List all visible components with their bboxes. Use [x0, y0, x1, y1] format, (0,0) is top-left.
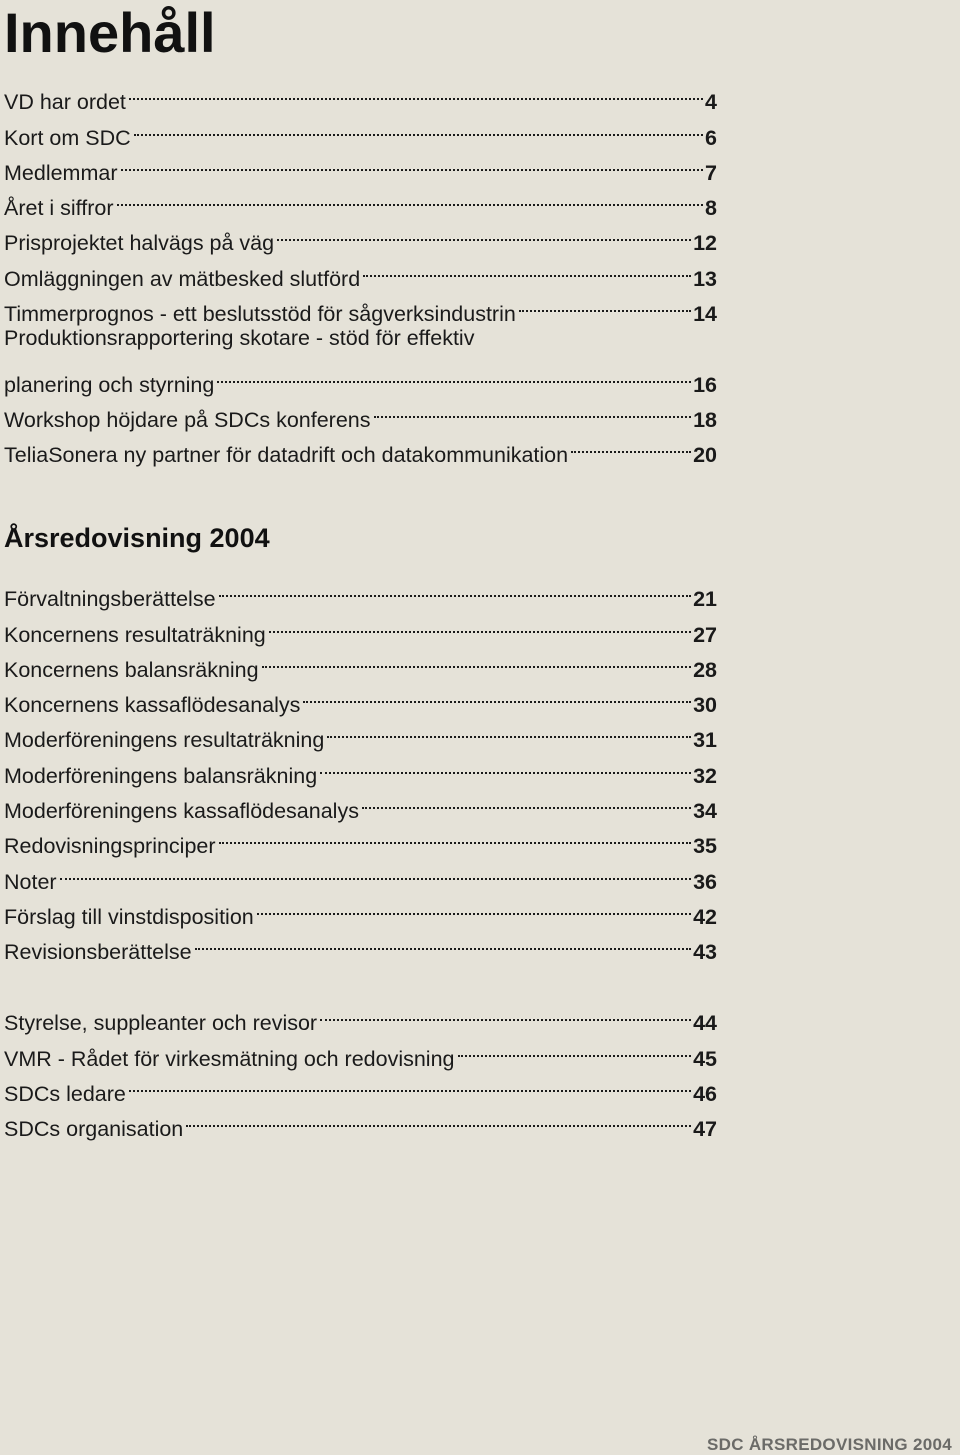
toc-entry-page: 8 — [705, 196, 717, 221]
toc-entry-label: Moderföreningens resultaträkning — [4, 728, 325, 753]
toc-entry-page: 12 — [693, 231, 717, 256]
toc-leader-dots — [327, 712, 691, 747]
toc-leader-dots — [519, 286, 691, 321]
toc-entry-label: Förslag till vinstdisposition — [4, 904, 254, 929]
toc-leader-dots — [195, 924, 691, 959]
toc-entry-page: 20 — [693, 443, 717, 468]
toc-entry-page: 32 — [693, 763, 717, 788]
toc-entry-label: Koncernens balansräkning — [4, 657, 259, 682]
toc-leader-dots — [277, 215, 691, 250]
toc-entry[interactable] — [4, 889, 717, 929]
toc-leader-dots — [374, 392, 692, 427]
toc-leader-dots — [320, 747, 691, 782]
section-heading-annual-report: Årsredovisning 2004 — [4, 523, 270, 553]
toc-entry-page: 43 — [693, 940, 717, 965]
toc-entry-label: VMR - Rådet för virkesmätning och redovisning — [4, 1046, 455, 1071]
toc-entry-label: Styrelse, suppleanter och revisor — [4, 1011, 318, 1036]
toc-entry-page: 14 — [693, 302, 717, 327]
toc-entry-page: 46 — [693, 1081, 717, 1106]
toc-entry-page: 27 — [693, 622, 717, 647]
toc-entry[interactable] — [4, 853, 717, 894]
toc-entry-page: 30 — [693, 693, 717, 718]
toc-entry-label: Omläggningen av mätbesked slutförd — [4, 266, 361, 291]
toc-entry-label: Koncernens kassaflödesanalys — [4, 693, 301, 718]
toc-entry-page: 16 — [693, 372, 717, 397]
toc-leader-dots — [117, 180, 704, 215]
toc-leader-dots — [217, 356, 691, 391]
toc-leader-dots — [219, 818, 692, 853]
toc-entry-label: Moderföreningens balansräkning — [4, 763, 318, 788]
toc-leader-dots — [121, 145, 704, 180]
footer-publication-title: SDC ÅRSREDOVISNING 2004 — [707, 1435, 952, 1454]
toc-entry[interactable] — [4, 356, 717, 397]
toc-leader-dots — [60, 853, 692, 888]
toc-entry-label: Noter — [4, 869, 57, 894]
toc-entry-page: 6 — [705, 125, 717, 150]
toc-leader-dots — [262, 642, 691, 677]
toc-entry[interactable] — [4, 995, 717, 1036]
toc-entry-label: Koncernens resultaträkning — [4, 622, 266, 647]
toc-entry-page: 28 — [693, 657, 717, 682]
toc-entry-label: Redovisningsprinciper — [4, 834, 216, 859]
toc-leader-dots — [269, 606, 691, 641]
toc-leader-dots — [320, 995, 691, 1030]
toc-leader-dots — [362, 783, 691, 818]
toc-leader-dots — [303, 677, 691, 712]
toc-leader-dots — [257, 889, 691, 924]
toc-entry-page: 42 — [693, 904, 717, 929]
toc-entry-label: Medlemmar — [4, 160, 118, 185]
toc-entry-page: 45 — [693, 1046, 717, 1071]
toc-entry-label: Året i siffror — [4, 196, 114, 221]
toc-extra-list — [4, 995, 717, 1142]
toc-entry-label: SDCs organisation — [4, 1117, 184, 1142]
toc-entry-label: planering och styrning — [4, 372, 215, 397]
toc-entry-label-line1: Produktionsrapportering skotare - stöd för effektiv — [4, 326, 475, 351]
toc-entry-label: Timmerprognos - ett beslutsstöd för sågverksindustrin — [4, 302, 516, 327]
toc-entry-page: 36 — [693, 869, 717, 894]
toc-leader-dots — [571, 427, 691, 462]
toc-entry-page: 35 — [693, 834, 717, 859]
toc-entry-continued[interactable] — [4, 321, 717, 356]
toc-entry-label: VD har ordet — [4, 90, 126, 115]
toc-entry-page: 18 — [693, 407, 717, 432]
toc-entry-page: 13 — [693, 266, 717, 291]
toc-entry[interactable] — [4, 74, 717, 115]
toc-entry-label: Prisprojektet halvägs på väg — [4, 231, 275, 256]
toc-main-list — [4, 74, 717, 468]
toc-entry-page: 31 — [693, 728, 717, 753]
toc-entry-page: 7 — [705, 160, 717, 185]
toc-leader-dots — [129, 74, 703, 109]
toc-entry-page: 4 — [705, 90, 717, 115]
page-title: Innehåll — [4, 1, 216, 64]
toc-entry-label: Kort om SDC — [4, 125, 131, 150]
toc-entry-page: 47 — [693, 1117, 717, 1142]
toc-leader-dots — [219, 571, 692, 606]
toc-entry-page: 44 — [693, 1011, 717, 1036]
toc-entry-label: TeliaSonera ny partner för datadrift och datakommunikation — [4, 443, 569, 468]
toc-entry-label: Revisionsberättelse — [4, 940, 192, 965]
toc-entry-label: Moderföreningens kassaflödesanalys — [4, 799, 359, 824]
toc-entry-page: 34 — [693, 799, 717, 824]
toc-entry-label: Workshop höjdare på SDCs konferens — [4, 407, 371, 432]
toc-leader-dots — [134, 109, 703, 144]
toc-leader-dots — [186, 1101, 691, 1136]
toc-annual-list — [4, 571, 717, 965]
toc-entry-label: SDCs ledare — [4, 1081, 126, 1106]
toc-leader-dots — [458, 1030, 692, 1065]
toc-leader-dots — [129, 1066, 691, 1101]
toc-entry-label: Förvaltningsberättelse — [4, 587, 216, 612]
toc-entry-page: 21 — [693, 587, 717, 612]
toc-entry[interactable] — [4, 571, 717, 612]
toc-leader-dots — [363, 250, 691, 285]
